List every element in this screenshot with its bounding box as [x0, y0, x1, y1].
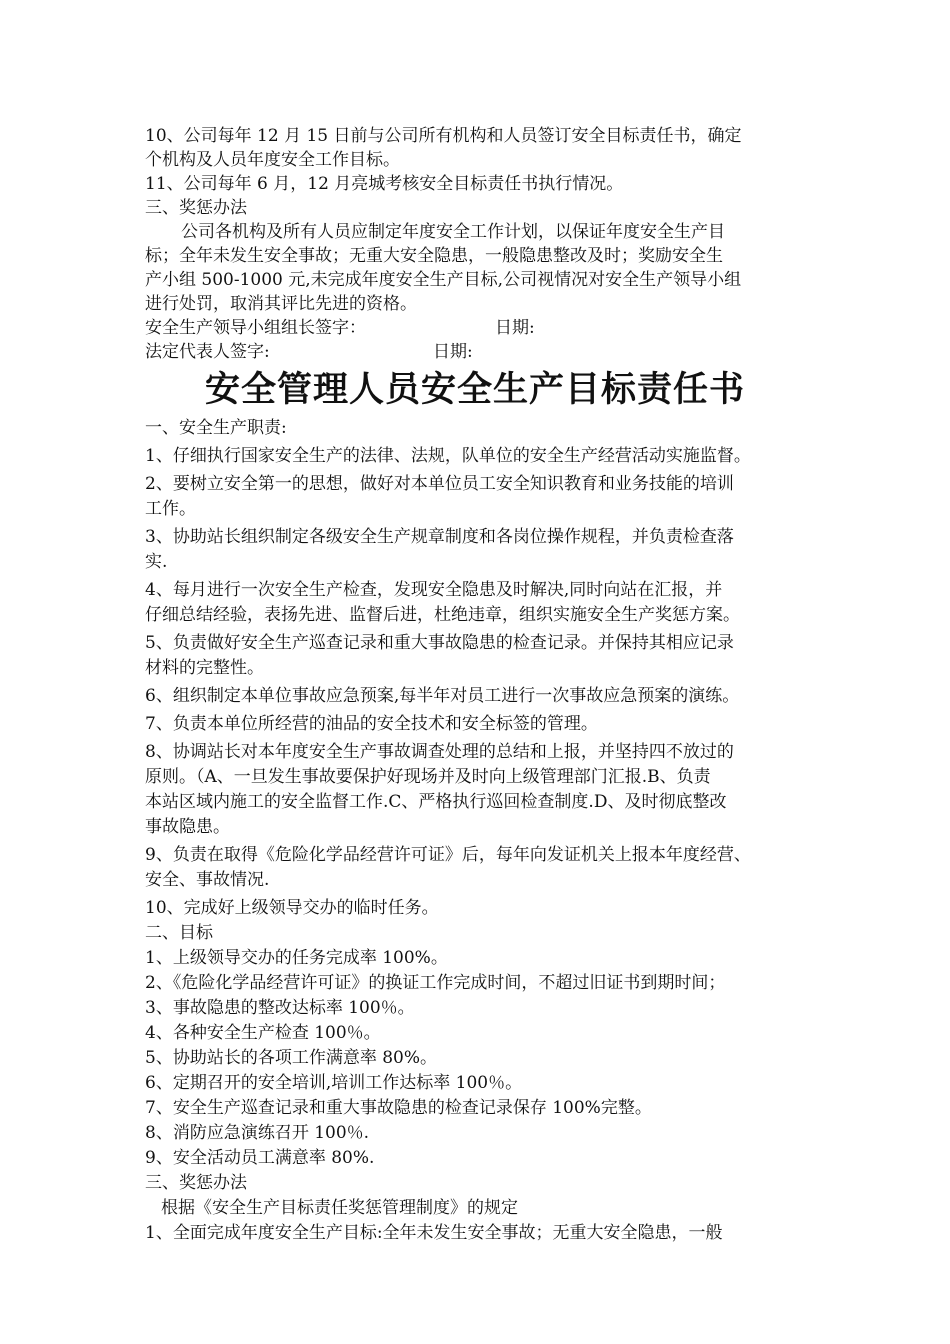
- duty-item-line: 2、要树立安全第一的思想，做好对本单位员工安全知识教育和业务技能的培训: [145, 474, 734, 494]
- goal-item: 1、上级领导交办的任务完成率 100%。: [145, 948, 448, 968]
- duty-item: [145, 684, 825, 709]
- page-content: [145, 124, 825, 1246]
- duty-item: [145, 578, 825, 628]
- prev-item-10-line1: 10、公司每年 12 月 15 日前与公司所有机构和人员签订安全目标责任书，确定: [145, 126, 742, 146]
- duty-item-line: 1、仔细执行国家安全生产的法律、法规，队单位的安全生产经营活动实施监督。: [145, 446, 751, 466]
- duty-item-line: 实.: [145, 552, 168, 572]
- prev-item-11: 11、公司每年 6 月，12 月亮城考核安全目标责任书执行情况。: [145, 174, 624, 194]
- prev-rewards-heading: 三、奖惩办法: [145, 198, 247, 218]
- leader-signature-row: [145, 316, 825, 340]
- duty-item: [145, 525, 825, 575]
- duty-item-line: 工作。: [145, 499, 196, 519]
- duty-item: [145, 631, 825, 681]
- legal-rep-signature-label: 法定代表人签字:: [145, 342, 270, 362]
- duty-item-line: 10、完成好上级领导交办的临时任务。: [145, 898, 439, 918]
- duty-item: [145, 444, 825, 469]
- prev-item-10-line2: 个机构及人员年度安全工作目标。: [145, 150, 400, 170]
- goal-item: 5、协助站长的各项工作满意率 80%。: [145, 1048, 438, 1068]
- duty-item-line: 9、负责在取得《危险化学品经营许可证》后，每年向发证机关上报本年度经营、: [145, 845, 751, 865]
- duty-item: [145, 472, 825, 522]
- rewards-heading: 三、奖惩办法: [145, 1173, 247, 1193]
- rewards-item-1: 1、全面完成年度安全生产目标:全年未发生安全事故；无重大安全隐患，一般: [145, 1223, 723, 1243]
- duty-item-line: 7、负责本单位所经营的油品的安全技术和安全标签的管理。: [145, 714, 598, 734]
- duty-item-line: 8、协调站长对本年度安全生产事故调查处理的总结和上报，并坚持四不放过的: [145, 742, 734, 762]
- duty-item-line: 事故隐患。: [145, 817, 230, 837]
- document-title: 安全管理人员安全生产目标责任书: [204, 370, 745, 410]
- duty-item: [145, 896, 825, 921]
- goal-item: 8、消防应急演练召开 100％.: [145, 1123, 370, 1143]
- duty-item-line: 4、每月进行一次安全生产检查，发现安全隐患及时解决,同时向站在汇报，并: [145, 580, 723, 600]
- rewards-intro: 根据《安全生产目标责任奖惩管理制度》的规定: [161, 1198, 518, 1218]
- legal-rep-signature-date-label: 日期:: [433, 342, 473, 362]
- duty-item-line: 5、负责做好安全生产巡查记录和重大事故隐患的检查记录。并保持其相应记录: [145, 633, 734, 653]
- prev-rewards-paragraph-line4: 进行处罚，取消其评比先进的资格。: [145, 294, 417, 314]
- prev-rewards-paragraph-line2: 标；全年未发生安全事故；无重大安全隐患，一般隐患整改及时；奖励安全生: [145, 246, 723, 266]
- duty-item-line: 安全、事故情况.: [145, 870, 270, 890]
- goals-list: [145, 946, 825, 1171]
- duty-item-line: 材料的完整性。: [145, 658, 264, 678]
- duty-item: [145, 740, 825, 840]
- duty-item: [145, 712, 825, 737]
- duty-item-line: 原则。（A、一旦发生事故要保护好现场并及时向上级管理部门汇报.B、负责: [145, 767, 711, 787]
- goal-item: 3、事故隐患的整改达标率 100％。: [145, 998, 415, 1018]
- leader-signature-date-label: 日期:: [495, 318, 535, 338]
- goal-item: 6、定期召开的安全培训,培训工作达标率 100％。: [145, 1073, 523, 1093]
- duty-item-line: 3、协助站长组织制定各级安全生产规章制度和各岗位操作规程，并负责检查落: [145, 527, 734, 547]
- prev-rewards-paragraph-line3: 产小组 500-1000 元,未完成年度安全生产目标,公司视情况对安全生产领导小组: [145, 270, 742, 290]
- goal-item: 7、安全生产巡查记录和重大事故隐患的检查记录保存 100%完整。: [145, 1098, 652, 1118]
- goals-heading: 二、目标: [145, 923, 213, 943]
- leader-signature-label: 安全生产领导小组组长签字：: [145, 318, 366, 338]
- duty-item-line: 6、组织制定本单位事故应急预案,每半年对员工进行一次事故应急预案的演练。: [145, 686, 740, 706]
- duty-item-line: 本站区域内施工的安全监督工作.C、严格执行巡回检查制度.D、及时彻底整改: [145, 792, 727, 812]
- goal-item: 2、《危险化学品经营许可证》的换证工作完成时间，不超过旧证书到期时间；: [145, 973, 726, 993]
- duty-item: [145, 843, 825, 893]
- goal-item: 4、各种安全生产检查 100％。: [145, 1023, 381, 1043]
- duties-list: [145, 444, 825, 921]
- prev-rewards-paragraph-line1: 公司各机构及所有人员应制定年度安全工作计划，以保证年度安全生产目: [181, 222, 725, 242]
- goal-item: 9、安全活动员工满意率 80%.: [145, 1148, 375, 1168]
- duties-heading: 一、安全生产职责:: [145, 418, 287, 438]
- legal-rep-signature-row: [145, 340, 825, 364]
- duty-item-line: 仔细总结经验，表扬先进、监督后进，杜绝违章，组织实施安全生产奖惩方案。: [145, 605, 740, 625]
